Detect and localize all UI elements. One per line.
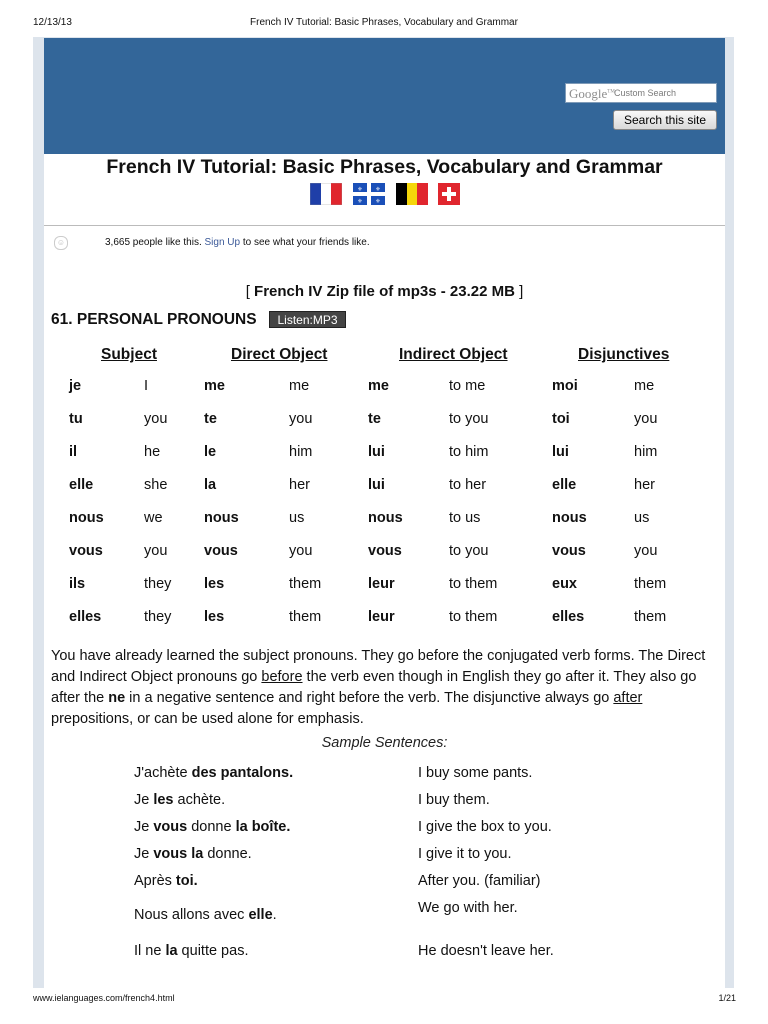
sample-bold: elle <box>248 907 273 923</box>
sample-text: donne. <box>203 846 252 862</box>
english-pronoun: to us <box>449 510 481 526</box>
like-bar <box>105 237 370 248</box>
sample-french <box>134 943 248 959</box>
like-icon[interactable]: ☺ <box>54 236 68 250</box>
sample-english: After you. (familiar) <box>418 873 541 889</box>
like-count: 3,665 people like this. <box>105 237 202 248</box>
english-pronoun: them <box>289 609 322 625</box>
listen-mp3-button[interactable]: Listen:MP3 <box>269 311 346 328</box>
switzerland-flag-icon[interactable] <box>438 183 460 205</box>
divider <box>44 225 725 226</box>
french-pronoun: vous <box>552 543 586 559</box>
french-pronoun: la <box>204 477 217 493</box>
para-bold: ne <box>108 690 126 706</box>
sample-french <box>134 792 225 808</box>
search-button[interactable]: Search this site <box>613 110 717 130</box>
sample-french <box>134 873 198 889</box>
para-text: prepositions, or can be used alone for emphasis. <box>51 711 364 727</box>
france-flag-icon[interactable] <box>310 183 342 205</box>
sample-text: donne <box>187 819 236 835</box>
like-rest: to see what your friends like. <box>242 237 370 248</box>
english-pronoun: she <box>144 477 168 493</box>
bracket-close: ] <box>519 283 524 300</box>
french-pronoun: moi <box>552 378 578 394</box>
english-pronoun: to you <box>449 411 489 427</box>
sample-text: Je <box>134 819 154 835</box>
google-logo: Google™ <box>569 86 615 101</box>
sample-text: . <box>272 907 277 923</box>
svg-text:⚜: ⚜ <box>357 199 363 205</box>
english-pronoun: me <box>634 378 655 394</box>
para-underline: before <box>261 669 303 685</box>
french-pronoun: vous <box>204 543 238 559</box>
zip-link[interactable]: French IV Zip file of mp3s - 23.22 MB <box>254 283 515 300</box>
english-pronoun: they <box>144 576 172 592</box>
french-pronoun: lui <box>552 444 569 460</box>
sample-text: Je <box>134 792 154 808</box>
sample-bold: vous <box>153 819 188 835</box>
french-pronoun: me <box>368 378 389 394</box>
print-title: French IV Tutorial: Basic Phrases, Vocabulary and Grammar <box>250 17 518 28</box>
sample-sentences-title: Sample Sentences: <box>321 735 448 751</box>
english-pronoun: to him <box>449 444 489 460</box>
french-pronoun: toi <box>552 411 570 427</box>
french-pronoun: les <box>204 576 225 592</box>
sample-english: We go with her. <box>418 900 518 916</box>
content-area <box>44 154 725 988</box>
english-pronoun: her <box>289 477 310 493</box>
french-pronoun: te <box>204 411 217 427</box>
english-pronoun: her <box>634 477 655 493</box>
french-pronoun: nous <box>204 510 239 526</box>
sample-text: Il ne <box>134 943 166 959</box>
french-pronoun: nous <box>69 510 104 526</box>
search-input[interactable] <box>565 83 717 103</box>
french-pronoun: eux <box>552 576 577 592</box>
english-pronoun: them <box>634 576 667 592</box>
print-url: www.ielanguages.com/french4.html <box>33 993 175 1003</box>
french-pronoun: me <box>204 378 225 394</box>
french-pronoun: tu <box>69 411 83 427</box>
sample-text: Je <box>134 846 154 862</box>
english-pronoun: you <box>289 411 313 427</box>
para-text: the verb even though in English they go after it. They also go after the <box>51 669 697 706</box>
print-header <box>0 17 768 31</box>
english-pronoun: him <box>634 444 658 460</box>
english-pronoun: me <box>289 378 310 394</box>
svg-text:⚜: ⚜ <box>375 187 381 193</box>
english-pronoun: you <box>634 543 658 559</box>
sample-text: Nous allons avec <box>134 907 249 923</box>
search-placeholder: Custom Search <box>614 88 677 98</box>
french-pronoun: te <box>368 411 381 427</box>
para-text: You have already learned the subject pronouns. They go before the conjugated verb forms. The Direct and Indirect Object pronouns go <box>51 648 706 685</box>
french-pronoun: lui <box>368 444 385 460</box>
english-pronoun: they <box>144 609 172 625</box>
sample-french <box>134 846 252 862</box>
sample-french <box>134 819 290 835</box>
svg-text:⚜: ⚜ <box>357 187 363 193</box>
english-pronoun: them <box>634 609 667 625</box>
table-header: Direct Object <box>231 346 328 363</box>
sample-french <box>134 907 277 923</box>
sample-bold: des pantalons. <box>191 765 294 781</box>
english-pronoun: us <box>634 510 650 526</box>
french-pronoun: elles <box>69 609 102 625</box>
sample-bold: la boîte. <box>235 819 291 835</box>
english-pronoun: you <box>634 411 658 427</box>
english-pronoun: he <box>144 444 161 460</box>
sample-text: Après <box>134 873 176 889</box>
english-pronoun: to them <box>449 609 498 625</box>
english-pronoun: I <box>144 378 149 394</box>
sample-text: achète. <box>173 792 226 808</box>
svg-text:⚜: ⚜ <box>375 199 381 205</box>
french-pronoun: il <box>69 444 78 460</box>
french-pronoun: vous <box>69 543 103 559</box>
zip-line <box>44 283 725 300</box>
sample-english: I give it to you. <box>418 846 512 862</box>
english-pronoun: them <box>289 576 322 592</box>
english-pronoun: him <box>289 444 313 460</box>
english-pronoun: to them <box>449 576 498 592</box>
sample-english: I give the box to you. <box>418 819 552 835</box>
french-pronoun: nous <box>368 510 403 526</box>
table-header: Subject <box>101 346 157 363</box>
page-title: French IV Tutorial: Basic Phrases, Vocabulary and Grammar <box>106 156 663 178</box>
french-pronoun: leur <box>368 576 395 592</box>
french-pronoun: ils <box>69 576 86 592</box>
english-pronoun: to her <box>449 477 487 493</box>
para-underline: after <box>613 690 643 706</box>
french-pronoun: nous <box>552 510 587 526</box>
table-header: Indirect Object <box>399 346 508 363</box>
french-pronoun: vous <box>368 543 402 559</box>
bracket-open: [ <box>245 283 250 300</box>
english-pronoun: you <box>144 543 168 559</box>
french-pronoun: elles <box>552 609 585 625</box>
sample-english: I buy some pants. <box>418 765 533 781</box>
quebec-flag-icon[interactable] <box>353 183 385 205</box>
french-pronoun: lui <box>368 477 385 493</box>
english-pronoun: we <box>144 510 163 526</box>
print-date: 12/13/13 <box>33 17 72 28</box>
english-pronoun: to me <box>449 378 486 394</box>
sample-english: I buy them. <box>418 792 490 808</box>
sample-text: quitte pas. <box>177 943 249 959</box>
french-pronoun: elle <box>552 477 577 493</box>
french-pronoun: leur <box>368 609 395 625</box>
french-pronoun: le <box>204 444 217 460</box>
sign-up-link[interactable]: Sign Up <box>204 237 241 248</box>
english-pronoun: you <box>144 411 168 427</box>
english-pronoun: to you <box>449 543 489 559</box>
sample-french <box>134 765 293 781</box>
sample-bold: toi. <box>175 873 198 889</box>
french-pronoun: je <box>69 378 82 394</box>
sample-bold: vous la <box>153 846 204 862</box>
sample-english: He doesn't leave her. <box>418 943 554 959</box>
english-pronoun: us <box>289 510 305 526</box>
belgium-flag-icon[interactable] <box>396 183 428 205</box>
para-text: in a negative sentence and right before the verb. The disjunctive always go <box>125 690 614 706</box>
french-pronoun: les <box>204 609 225 625</box>
explanation-paragraph <box>51 646 721 730</box>
section-title: 61. PERSONAL PRONOUNS <box>51 311 257 328</box>
sample-text: J'achète <box>134 765 192 781</box>
english-pronoun: you <box>289 543 313 559</box>
sample-bold: la <box>165 943 178 959</box>
print-page-number: 1/21 <box>718 993 736 1003</box>
french-pronoun: elle <box>69 477 94 493</box>
sample-bold: les <box>153 792 174 808</box>
table-header: Disjunctives <box>578 346 670 363</box>
